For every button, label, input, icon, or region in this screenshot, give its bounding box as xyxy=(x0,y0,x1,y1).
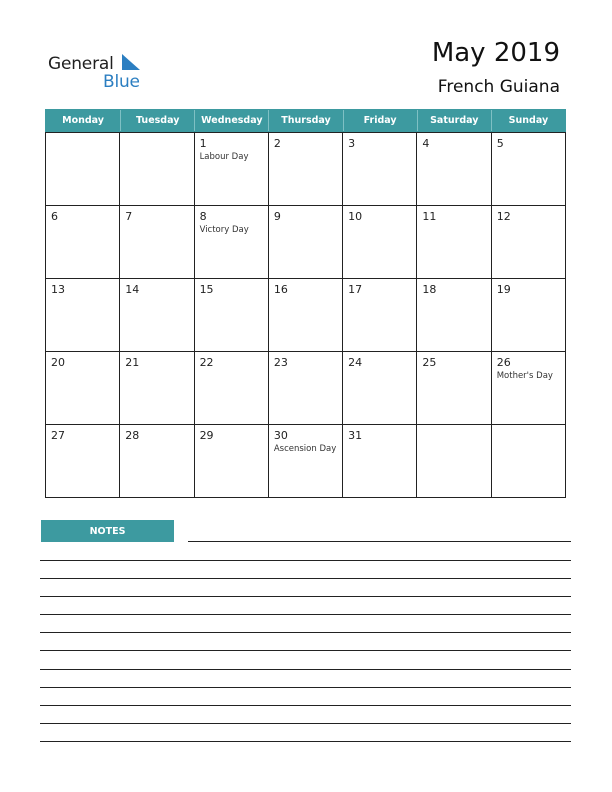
day-cell xyxy=(195,279,269,352)
weekday-header xyxy=(45,109,566,132)
day-cell xyxy=(343,352,417,425)
day-cell xyxy=(195,425,269,498)
day-number: 7 xyxy=(125,210,133,223)
day-number: 29 xyxy=(199,429,214,442)
day-number: 13 xyxy=(51,283,65,296)
day-cell xyxy=(269,425,343,498)
day-cell xyxy=(269,279,343,352)
day-cell xyxy=(269,352,343,425)
day-cell xyxy=(46,279,120,352)
day-cell xyxy=(343,133,417,206)
weekday-friday: Friday xyxy=(343,110,417,131)
day-number: 11 xyxy=(422,210,437,223)
day-cell xyxy=(492,425,566,498)
country-name: French Guiana xyxy=(437,77,560,97)
note-line xyxy=(40,596,571,597)
day-number: 9 xyxy=(273,210,281,223)
logo-general-text: General xyxy=(48,54,114,74)
note-line xyxy=(40,560,571,561)
day-number: 1 xyxy=(199,137,207,150)
day-number: 20 xyxy=(51,356,65,369)
day-cell xyxy=(195,206,269,279)
weekday-sunday: Sunday xyxy=(491,110,565,131)
day-number: 31 xyxy=(348,429,363,442)
note-line xyxy=(40,650,571,651)
day-cell xyxy=(195,352,269,425)
note-line xyxy=(40,669,571,670)
day-cell xyxy=(269,206,343,279)
day-number: 22 xyxy=(199,356,214,369)
note-line xyxy=(40,723,571,724)
note-line xyxy=(40,687,571,688)
day-cell xyxy=(195,133,269,206)
day-number: 26 xyxy=(496,356,511,369)
day-number: 24 xyxy=(348,356,363,369)
day-number: 27 xyxy=(51,429,65,442)
day-number: 14 xyxy=(125,283,140,296)
weekday-saturday: Saturday xyxy=(417,110,491,131)
day-cell xyxy=(120,279,194,352)
day-number: 18 xyxy=(422,283,437,296)
day-number: 5 xyxy=(496,137,504,150)
day-cell xyxy=(269,133,343,206)
day-cell xyxy=(492,206,566,279)
day-cell xyxy=(343,425,417,498)
note-line xyxy=(40,632,571,633)
day-number: 12 xyxy=(496,210,511,223)
day-cell xyxy=(492,352,566,425)
day-cell xyxy=(46,425,120,498)
holiday-label: Mother's Day xyxy=(496,371,553,381)
day-cell xyxy=(343,279,417,352)
day-number: 8 xyxy=(199,210,207,223)
day-cell xyxy=(120,352,194,425)
day-cell xyxy=(46,352,120,425)
day-cell xyxy=(417,206,491,279)
calendar xyxy=(45,109,566,499)
day-cell xyxy=(492,279,566,352)
day-number: 25 xyxy=(422,356,437,369)
day-cell xyxy=(492,133,566,206)
notes-label: NOTES xyxy=(41,520,174,542)
day-number: 19 xyxy=(496,283,511,296)
note-line xyxy=(40,614,571,615)
day-cell xyxy=(343,206,417,279)
logo-triangle-icon xyxy=(120,54,142,72)
day-cell xyxy=(120,206,194,279)
note-line xyxy=(40,578,571,579)
weekday-thursday: Thursday xyxy=(268,110,342,131)
day-number: 10 xyxy=(348,210,363,223)
note-line xyxy=(40,705,571,706)
day-cell xyxy=(120,425,194,498)
weekday-monday: Monday xyxy=(62,115,104,126)
holiday-label: Labour Day xyxy=(199,152,249,162)
day-number: 23 xyxy=(273,356,288,369)
weekday-tuesday: Tuesday xyxy=(120,110,194,131)
brand-logo xyxy=(48,52,158,92)
holiday-label: Ascension Day xyxy=(273,444,337,454)
day-number: 17 xyxy=(348,283,363,296)
day-cell xyxy=(417,425,491,498)
day-number: 30 xyxy=(273,429,288,442)
logo-blue-text: Blue xyxy=(103,72,140,92)
note-line xyxy=(40,741,571,742)
day-cell xyxy=(46,206,120,279)
day-number: 2 xyxy=(273,137,281,150)
day-number: 16 xyxy=(273,283,288,296)
day-number: 3 xyxy=(348,137,356,150)
page-title: May 2019 xyxy=(431,38,560,68)
calendar-grid xyxy=(45,132,566,498)
day-cell xyxy=(46,133,120,206)
note-line xyxy=(188,541,571,542)
day-number: 28 xyxy=(125,429,140,442)
day-number: 6 xyxy=(51,210,58,223)
day-number: 4 xyxy=(422,137,430,150)
day-cell xyxy=(417,133,491,206)
day-cell xyxy=(417,279,491,352)
day-cell xyxy=(120,133,194,206)
day-cell xyxy=(417,352,491,425)
day-number: 21 xyxy=(125,356,140,369)
day-number: 15 xyxy=(199,283,214,296)
holiday-label: Victory Day xyxy=(199,225,249,235)
weekday-wednesday: Wednesday xyxy=(194,110,268,131)
